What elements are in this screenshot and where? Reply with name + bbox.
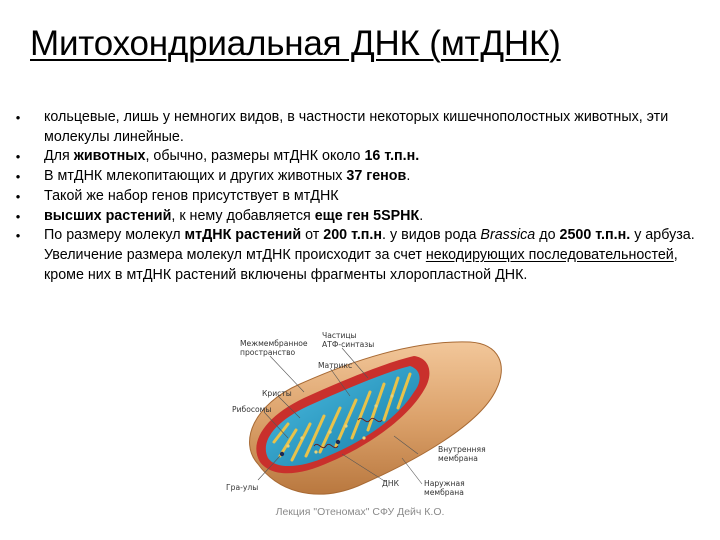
bullet-item [8, 207, 716, 227]
bullet-text-run: . [406, 168, 411, 185]
bullet-text-run: 16 т.п.н. [364, 148, 420, 165]
bullet-text [44, 188, 339, 204]
bullet-text [44, 208, 423, 224]
bullet-text-run: 200 т.п.н [323, 227, 383, 244]
bullet-text-run: По размеру молекул [44, 227, 185, 244]
label-ribosomes: Рибосомы [232, 405, 272, 414]
bullet-text-run: мтДНК растений [184, 227, 302, 244]
bullet-text-run: Brassica [480, 227, 536, 244]
bullet-text-run: , лишь у немногих видов, в частности некоторых кишечнополостных животных, эти молекулы линейные. [44, 109, 669, 145]
bullet-item [8, 167, 716, 187]
label-outer-membrane: Наружная мембрана [424, 479, 465, 497]
bullet-text-run: 37 генов [346, 168, 407, 185]
bullet-marker: • [15, 208, 21, 224]
mitochondrion-illustration [218, 331, 508, 506]
label-intermembrane-space: Межмембранное пространство [240, 339, 308, 357]
footer-caption: Лекция "Отеномах" СФУ Дейч К.О. [275, 506, 445, 518]
bullet-marker: • [15, 188, 21, 204]
bullet-list [8, 108, 716, 285]
label-cristae: Кристы [262, 389, 292, 398]
bullet-text-run: животных [73, 148, 146, 165]
bullet-text-run: у арбуза. Увеличение размера молекул мтДНК происходит за счет [44, 227, 695, 263]
label-inner-membrane: Внутренняя мембрана [438, 445, 486, 463]
bullet-text-run: , к нему добавляется [171, 207, 315, 224]
bullet-text-run: . [419, 207, 424, 224]
bullet-text [44, 109, 668, 145]
bullet-text [44, 148, 419, 164]
bullet-marker: • [15, 149, 21, 165]
label-dna: ДНК [382, 479, 400, 488]
bullet-text-run: В мтДНК млекопитающих и других животных [44, 168, 347, 185]
label-granules: Гра-улы [226, 483, 259, 492]
bullet-text-run: от [301, 227, 324, 244]
bullet-item [8, 108, 716, 147]
bullet-text-run: , обычно, размеры мтДНК около [145, 148, 365, 165]
label-matrix: Матрикс [318, 361, 353, 370]
bullet-text-run: кольцевые [44, 109, 116, 125]
bullet-text-run: Такой же набор генов присутствует в мтДНК [44, 187, 339, 204]
bullet-marker: • [15, 110, 21, 125]
bullet-text-run: . у видов рода [382, 227, 481, 244]
bullet-text-run: некодирующих последовательностей [425, 246, 674, 263]
bullet-text [44, 168, 410, 184]
bullet-text-run: Для [44, 148, 74, 165]
bullet-marker: • [15, 169, 21, 185]
bullet-text-run: , кроме них в мтДНК растений включены фрагменты хлоропластной ДНК. [44, 246, 678, 283]
slide-title: Митохондриальная ДНК (мтДНК) [30, 24, 561, 63]
bullet-marker: • [15, 228, 21, 244]
bullet-item [8, 147, 716, 167]
bullet-text-run: 2500 т.п.н. [559, 227, 631, 244]
bullet-item [8, 226, 716, 285]
bullet-item [8, 187, 716, 207]
bullet-text-run: высших растений [44, 207, 172, 224]
bullet-text-run: до [535, 227, 560, 244]
label-atp-synthase: Частицы АТФ-синтазы [322, 331, 375, 349]
bullet-text [44, 227, 695, 282]
bullet-text-run: еще ген 5SРНК [314, 207, 420, 224]
